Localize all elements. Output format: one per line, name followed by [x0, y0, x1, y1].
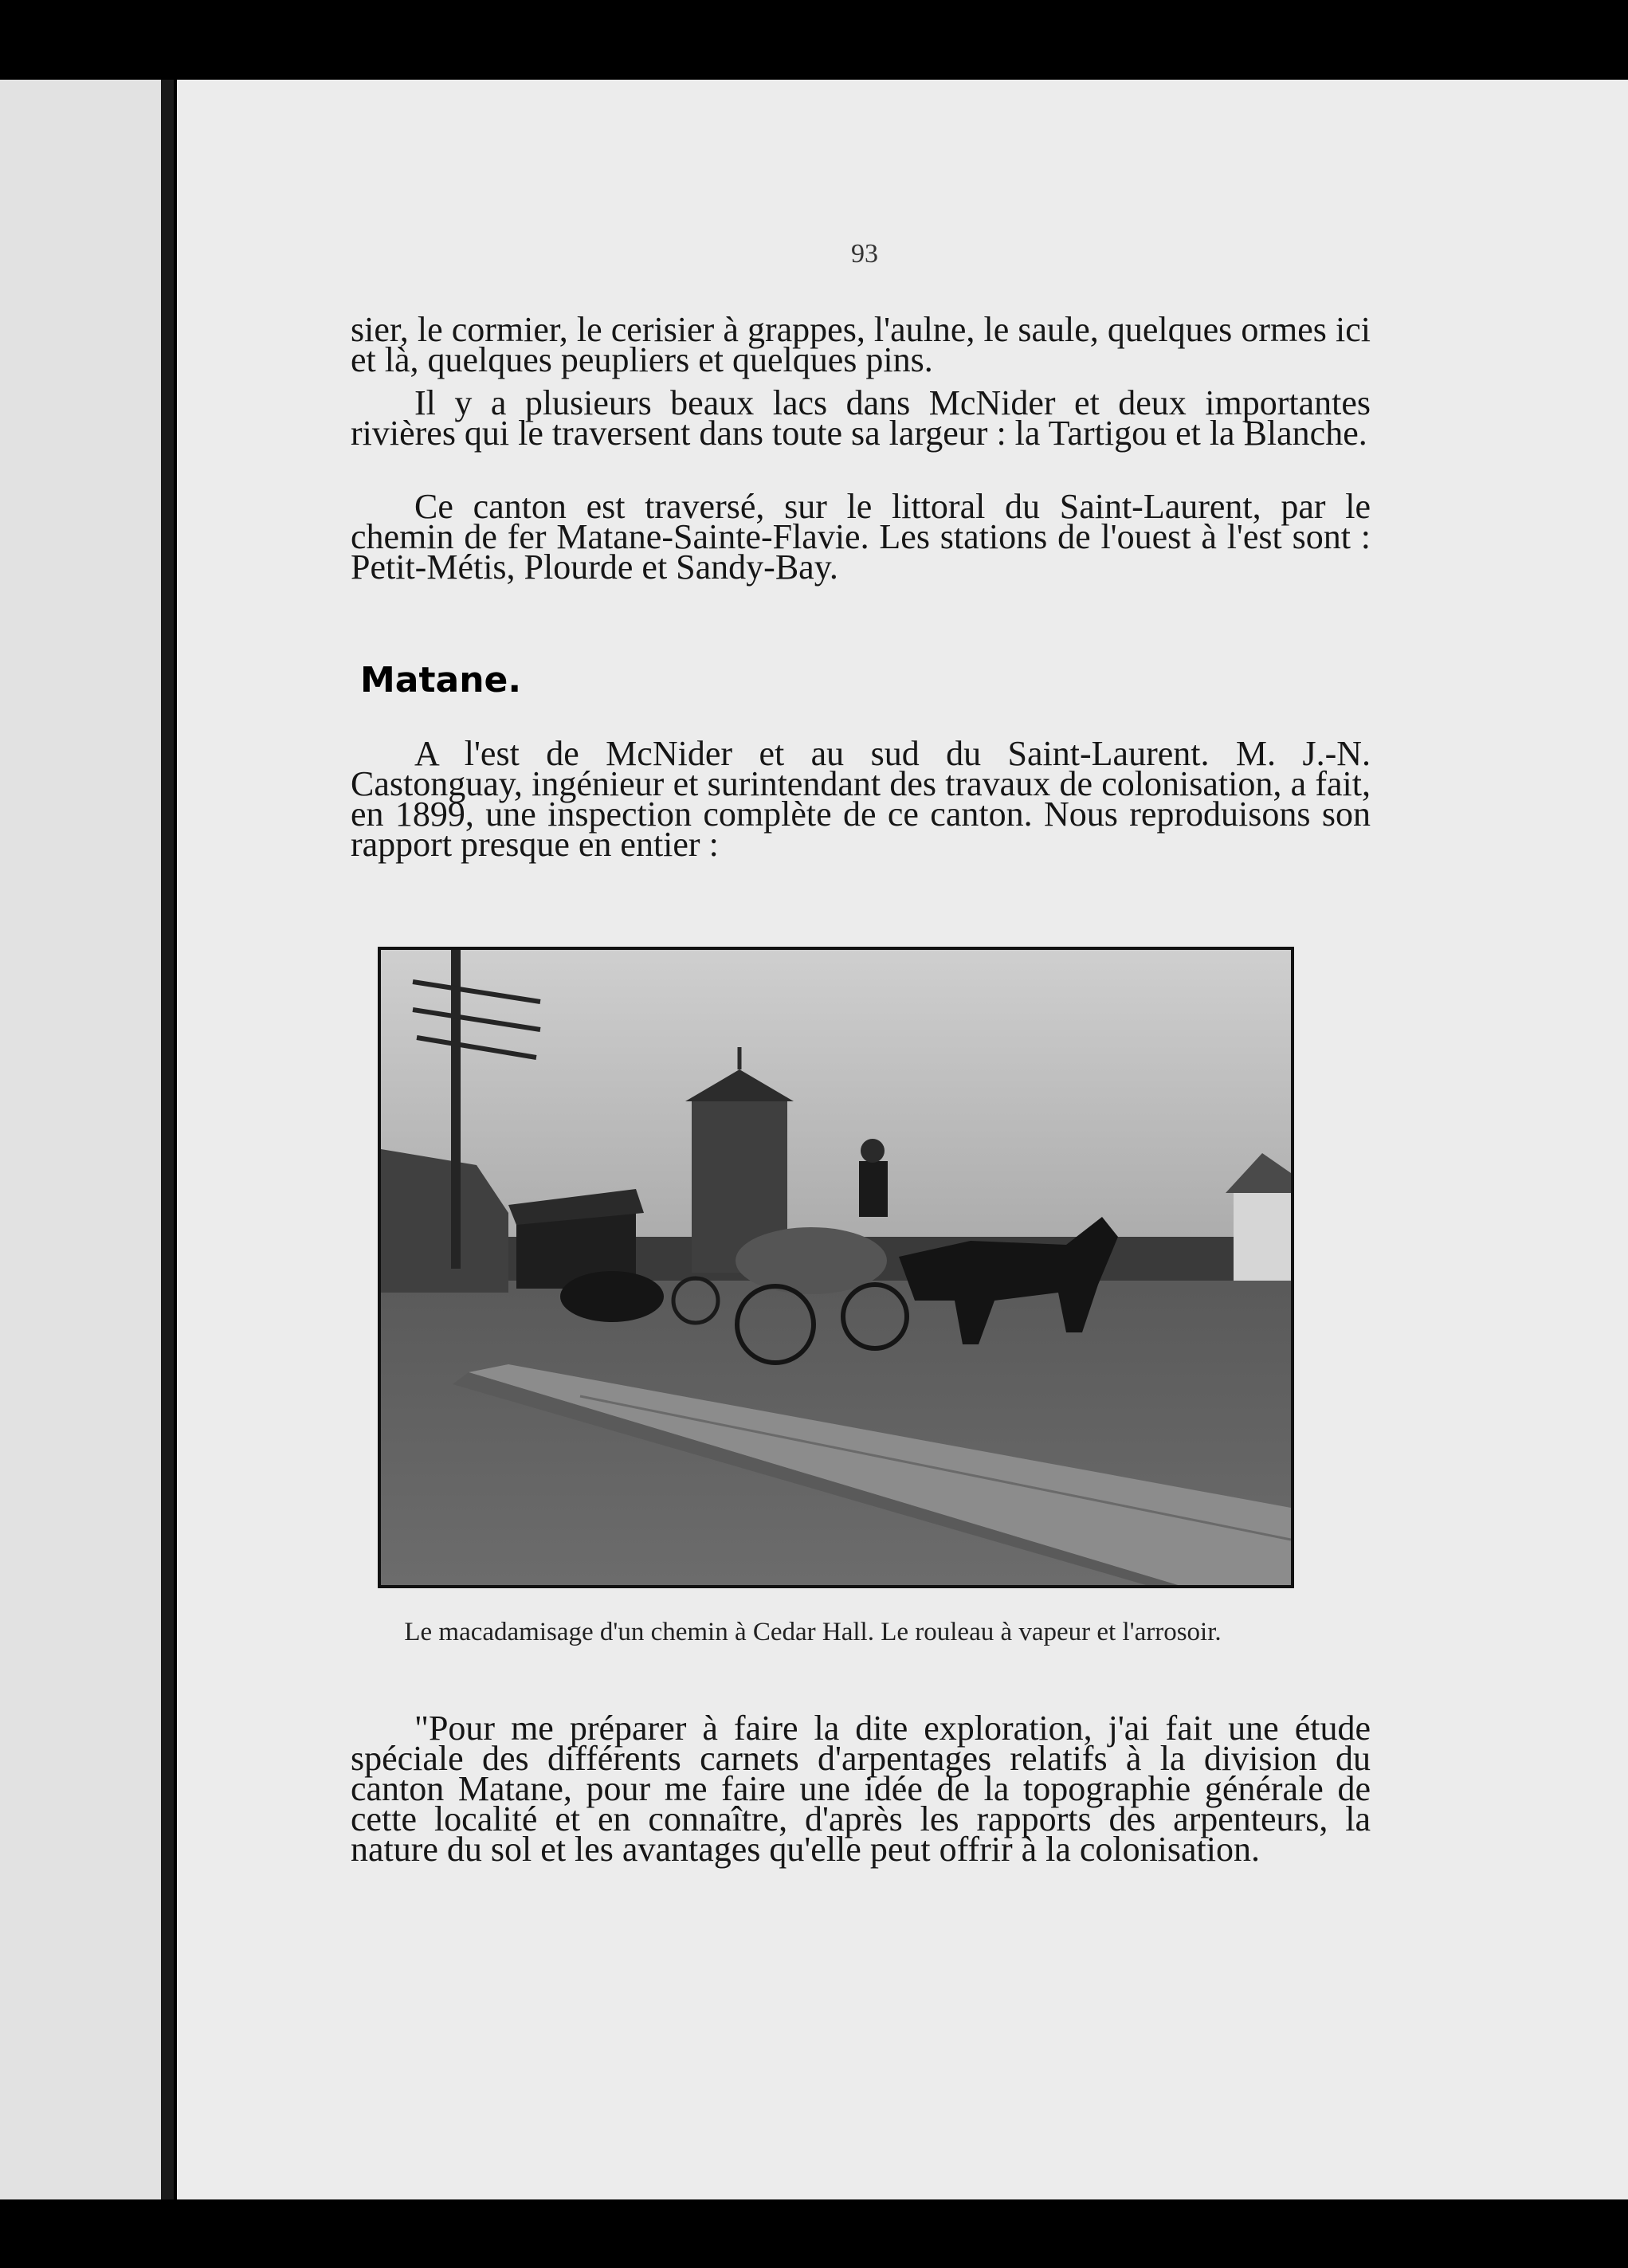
page-number: 93 — [851, 239, 878, 269]
steam-roller-drum — [560, 1271, 664, 1322]
paragraph-railway: Ce canton est traversé, sur le littoral du Saint-Laurent, par le chemin de fer Matane-Sainte-Flavie. Les stations de l'ouest à l'est sont : Petit-Métis, Plourde et Sandy-Bay. — [351, 487, 1371, 587]
driver — [859, 1161, 888, 1217]
paragraph-matane-intro: A l'est de McNider et au sud du Saint-Laurent. M. J.-N. Castonguay, ingénieur et surintendant des travaux de colonisation, a fait, en 1899, une inspection complète de ce canton. Nous reproduisons son rapport presque en entier : — [351, 734, 1371, 864]
paragraph-trees: sier, le cormier, le cerisier à grappes, l'aulne, le saule, quelques ormes ici et là, quelques peupliers et quelques pins. — [351, 310, 1371, 379]
paragraph-lakes: Il y a plusieurs beaux lacs dans McNider et deux importantes rivières qui le traversent dans toute sa largeur : la Tartigou et la Blanche. — [351, 383, 1371, 453]
right-house — [1234, 1189, 1291, 1281]
left-page-edge — [0, 80, 169, 2199]
binding-gutter — [161, 80, 174, 2199]
section-heading-matane: Matane. — [360, 660, 522, 700]
driver-head — [861, 1139, 885, 1163]
photo-illustration — [381, 950, 1291, 1585]
photo-caption: Le macadamisage d'un chemin à Cedar Hall. Le rouleau à vapeur et l'arrosoir. — [404, 1618, 1222, 1646]
utility-pole — [451, 950, 461, 1269]
road-photo — [378, 947, 1294, 1588]
paragraph-exploration-quote: "Pour me préparer à faire la dite exploration, j'ai fait une étude spéciale des différents carnets d'arpentages relatifs à la division du canton Matane, pour me faire une idée de la topographie générale de cette localité et en connaître, d'après les rapports des arpenteurs, la nature du sol et les avantages qu'elle peut offrir à la colonisation. — [351, 1709, 1371, 1869]
